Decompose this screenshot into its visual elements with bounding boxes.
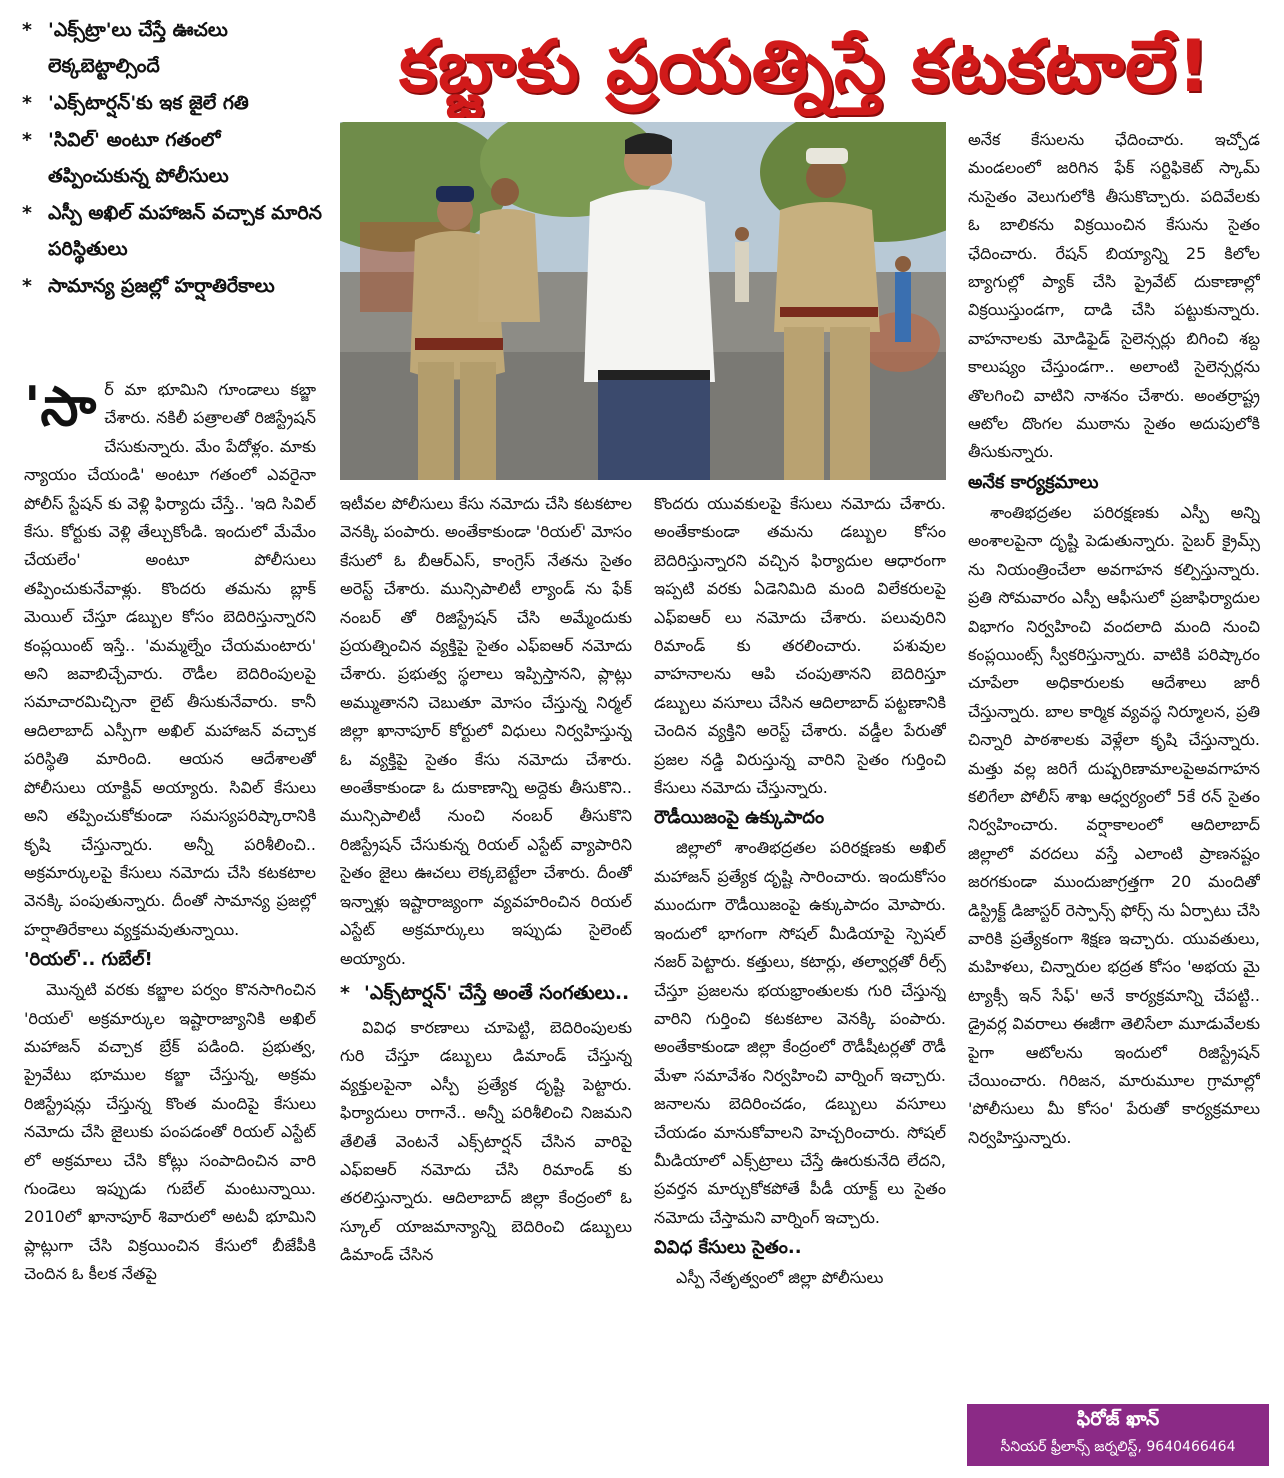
subhead-various-cases: వివిధ కేసులు సైతం.. [654, 1237, 802, 1259]
paragraph: వివిధ కారణాలు చూపెట్టి, బెదిరింపులకు గురి చేస్తూ డబ్బులు డిమాండ్ చేస్తున్న వ్యక్తులపైనా ఎస్పీ ప్రత్యేక దృష్టి పెట్టారు. ఫిర్యాదులు రాగానే.. అన్నీ పరిశీలించి నిజమని తేలితే వెంటనే ఎక్స్‌టార్షన్ చేసిన వారిపై ఎఫ్ఐఆర్ నమోదు చేసి రిమాండ్ కు తరలిస్తున్నారు. ఆదిలాబాద్ జిల్లా కేంద్రంలో ఓ స్కూల్ యాజమాన్యాన్ని బెదిరించి డబ్బులు డిమాండ్ చేసిన [340, 1017, 632, 1265]
highlight-bullet [22, 195, 322, 267]
highlight-bullet [22, 85, 322, 121]
subhead-extortion [340, 977, 632, 1010]
article-column-1 [24, 376, 316, 1470]
bullet-text: 'సివిల్' అంటూ గతంలో తప్పించుకున్న పోలీసులు [48, 129, 229, 187]
news-photo [340, 122, 946, 480]
bullet-star-icon: * [22, 129, 32, 151]
paragraph: ఎస్పీ నేతృత్వంలో జిల్లా పోలీసులు [676, 1268, 884, 1288]
author-description: సీనియర్ ఫ్రీలాన్స్ జర్నలిస్ట్, 9640466464 [1000, 1439, 1236, 1455]
article-column-4 [968, 126, 1260, 1398]
paragraph: శాంతిభద్రతల పరిరక్షణకు ఎస్పీ అన్ని అంశాలపైనా దృష్టి పెడుతున్నారు. సైబర్ క్రైమ్స్ ను నియంత్రించేలా అవగాహన కల్పిస్తున్నారు. ప్రతి సోమవారం ఎస్పీ ఆఫీసులో ప్రజాఫిర్యాదుల విభాగం నిర్వహించి వందలాది మంది నుంచి కంప్లయింట్స్ స్వీకరిస్తున్నారు. వాటికి పరిష్కారం చూపేలా అధికారులకు ఆదేశాలు జారీ చేస్తున్నారు. బాల కార్మిక వ్యవస్థ నిర్మూలన, ప్రతి చిన్నారి పాఠశాలకు వెళ్లేలా కృషి చేస్తున్నారు. మత్తు వల్ల జరిగే దుష్పరిణామాలపైఅవగాహన కలిగేలా పోలీస్ శాఖ ఆధ్వర్యంలో 5కే రన్ సైతం నిర్వహించారు. వర్షాకాలంలో ఆదిలాబాద్ జిల్లాలో వరదలు వస్తే ఎలాంటి ప్రాణనష్టం జరగకుండా ముందుజాగ్రత్తగా 20 మందితో డిస్ట్రిక్ట్ డిజాస్టర్ రెస్పాన్స్ ఫోర్స్ ను ఏర్పాటు చేసి వారికి ప్రత్యేకంగా శిక్షణ ఇచ్చారు. యువతులు, మహిళలు, చిన్నారుల భద్రత కోసం 'అభయ మై ట్యాక్సీ ఇన్ సేఫ్' అనే కార్యక్రమాన్ని చేపట్టి.. డ్రైవర్ల వివరాలు ఈజీగా తెలిసేలా మూడువేలకు పైగా ఆటోలను ఇందులో రిజిస్ట్రేషన్ చేయించారు. గిరిజన, మారుమూల గ్రామాల్లో 'పోలీసులు మీ కోసం' పేరుతో కార్యక్రమాలు నిర్వహిస్తున్నారు. [968, 502, 1260, 1147]
bullet-text: 'ఎక్స్‌ట్రా'లు చేస్తే ఊచలు లెక్కబెట్టాల్సిందే [48, 19, 228, 77]
bullet-star-icon: * [22, 19, 32, 41]
bullet-text: సామాన్య ప్రజల్లో హర్షాతిరేకాలు [48, 275, 275, 297]
article-column-3 [654, 490, 946, 1470]
subhead-rowdyism: రౌడీయిజంపై ఉక్కుపాదం [654, 807, 825, 829]
byline-box [967, 1404, 1269, 1466]
intro-text: ర్ మా భూమిని గూండాలు కబ్జా చేశారు. నకిలీ పత్రాలతో రిజిస్ట్రేషన్ చేసుకున్నారు. మేం పేదోళ్లం. మాకు న్యాయం చేయండి' అంటూ గతంలో ఎవరైనా పోలీస్ స్టేషన్ కు వెళ్లి ఫిర్యాదు చేస్తే.. 'ఇది సివిల్ కేసు. కోర్టుకు వెళ్లి తేల్చుకోండి. ఇందులో మేమేం చేయలేం' అంటూ పోలీసులు తప్పించుకునేవాళ్లు. కొందరు తమను బ్లాక్ మెయిల్ చేస్తూ డబ్బుల కోసం బెదిరిస్తున్నారని కంప్లయింట్ ఇస్తే.. 'మమ్మల్నేం చేయమంటారు' అని జవాబిచ్చేవారు. రౌడీల బెదిరింపులపై సమాచారమిచ్చినా లైట్ తీసుకునేవారు. కానీ ఆదిలాబాద్ ఎస్పీగా అఖిల్ మహాజన్ వచ్చాక పరిస్థితి మారింది. ఆయన ఆదేశాలతో పోలీసులు యాక్టివ్ అయ్యారు. సివిల్ కేసులు అని తప్పించుకోకుండా సమస్యపరిష్కారానికి కృషి చేస్తున్నారు. అన్నీ పరిశీలించి.. అక్రమార్కులపై కేసులు నమోదు చేసి కటకటాల వెనక్కి పంపుతున్నారు. దీంతో సామాన్య ప్రజల్లో హర్షాతిరేకాలు వ్యక్తమవుతున్నాయి. [24, 380, 316, 939]
highlight-bullet [22, 122, 322, 194]
subhead-text: 'ఎక్స్‌టార్షన్' చేస్తే అంతే సంగతులు.. [364, 981, 630, 1004]
intro-paragraph [24, 376, 316, 944]
bullet-star-icon: * [22, 202, 32, 224]
paragraph: మొన్నటి వరకు కబ్జాల పర్వం కొనసాగించిన 'రియల్' అక్రమార్కుల ఇష్టారాజ్యానికి అఖిల్ మహాజన్ వచ్చాక బ్రేక్ పడింది. ప్రభుత్వ, ప్రైవేటు భూముల కబ్జా చేస్తున్న, అక్రమ రిజిస్ట్రేషన్లు చేస్తున్న కొంత మందిపై కేసులు నమోదు చేసి జైలుకు పంపడంతో రియల్ ఎస్టేట్ లో అక్రమాలు చేసి కోట్లు సంపాదించిన వారి గుండెలు ఇప్పుడు గుబేల్ మంటున్నాయి. 2010లో ఖానాపూర్ శివారులో అటవీ భూమిని ప్లాట్లుగా చేసి విక్రయించిన కేసులో బీజేపీకి చెందిన ఓ కీలక నేతపై [24, 980, 316, 1284]
bullet-star-icon: * [340, 981, 350, 1004]
paragraph: కొందరు యువకులపై కేసులు నమోదు చేశారు. అంతేకాకుండా తమను డబ్బుల కోసం బెదిరిస్తున్నారని వచ్చిన ఫిర్యాదుల ఆధారంగా ఇప్పటి వరకు ఏడెనిమిది మంది విలేకరులపై ఎఫ్ఐఆర్ లు నమోదు చేశారు. పలువురిని రిమాండ్ కు తరలించారు. పశువుల వాహనాలను ఆపి చంపుతానని బెదిరిస్తూ డబ్బులు వసూలు చేసిన ఆదిలాబాద్ పట్టణానికి చెందిన వ్యక్తిని అరెస్ట్ చేశారు. వడ్డీల పేరుతో ప్రజల నడ్డి విరుస్తున్న వారిని సైతం గుర్తించి కేసులు నమోదు చేస్తున్నారు. [654, 494, 946, 798]
article-column-2 [340, 490, 632, 1470]
paragraph: ఇటీవల పోలీసులు కేసు నమోదు చేసి కటకటాల వెనక్కి పంపారు. అంతేకాకుండా 'రియల్' మోసం కేసులో ఓ బీఆర్ఎస్, కాంగ్రెస్ నేతను సైతం అరెస్ట్ చేశారు. మున్సిపాలిటీ ల్యాండ్ ను ఫేక్ నంబర్ తో రిజిస్ట్రేషన్ చేసి అమ్మేందుకు ప్రయత్నించిన వ్యక్తిపై సైతం ఎఫ్ఐఆర్ నమోదు చేశారు. ప్రభుత్వ స్థలాలు ఇప్పిస్తానని, ప్లాట్లు అమ్ముతానని చెబుతూ మోసం చేస్తున్న నిర్మల్ జిల్లా ఖానాపూర్ కోర్టులో విధులు నిర్వహిస్తున్న ఓ వ్యక్తిపై సైతం కేసు నమోదు చేశారు. అంతేకాకుండా ఓ దుకాణాన్ని అద్దెకు తీసుకొని.. మున్సిపాలిటీ నుంచి నంబర్ తీసుకొని రిజిస్ట్రేషన్ చేసుకున్న రియల్ ఎస్టేట్ వ్యాపారిని సైతం జైలు ఊచలు లెక్కబెట్టేలా చేశారు. దీంతో ఇన్నాళ్లు ఇష్టారాజ్యంగా వ్యవహరించిన రియల్ ఎస్టేట్ అక్రమార్కులు ఇప్పుడు సైలెంట్ అయ్యారు. [340, 494, 632, 968]
bullet-star-icon: * [22, 92, 32, 114]
paragraph: అనేక కేసులను ఛేదించారు. ఇచ్చోడ మండలంలో జరిగిన ఫేక్ సర్టిఫికెట్ స్కామ్ నుసైతం వెలుగులోకి తీసుకొచ్చారు. పదివేలకు ఓ బాలికను విక్రయించిన కేసును సైతం ఛేదించారు. రేషన్ బియ్యాన్ని 25 కిలోల బ్యాగుల్లో ప్యాక్ చేసి ప్రైవేట్ దుకాణాల్లో విక్రయిస్తుండగా, దాడి చేసి పట్టుకున్నారు. వాహనాలకు మోడిఫైడ్ సైలెన్సర్లు బిగించి శబ్ద కాలుష్యం చేస్తుండగా.. అలాంటి సైలెన్సర్లను తొలగించి వాటిని నాశనం చేశారు. అంతర్రాష్ట్ర ఆటోల దొంగల ముఠాను సైతం అదుపులోకి తీసుకున్నారు. [968, 130, 1260, 462]
dropcap: 'సా [24, 376, 97, 438]
paragraph: జిల్లాలో శాంతిభద్రతల పరిరక్షణకు అఖిల్ మహాజన్ ప్రత్యేక దృష్టి సారించారు. ఇందుకోసం ముందుగా రౌడీయిజంపై ఉక్కుపాదం మోపారు. ఇందులో భాగంగా సోషల్ మీడియాపై స్పెషల్ నజర్ పెట్టారు. కత్తులు, కటార్లు, తల్వార్లతో రీల్స్ చేస్తూ ప్రజలను భయభ్రాంతులకు గురి చేస్తున్న వారిని గుర్తించి కటకటాల వెనక్కి పంపారు. అంతేకాకుండా జిల్లా కేంద్రంలో రౌడీషీటర్లతో రౌడీ మేళా సమావేశం నిర్వహించి వార్నింగ్ ఇచ్చారు. జనాలను బెదిరించడం, డబ్బులు వసూలు చేయడం మానుకోవాలని హెచ్చరించారు. సోషల్ మీడియాలో ఎక్స్‌ట్రాలు చేస్తే ఊరుకునేది లేదని, ప్రవర్తన మార్చుకోకపోతే పీడీ యాక్ట్ లు సైతం నమోదు చేస్తామని వార్నింగ్ ఇచ్చారు. [654, 838, 946, 1227]
subhead-real: 'రియల్'.. గుబేల్! [24, 949, 153, 971]
highlight-bullet [22, 12, 322, 84]
author-name: ఫిరోజ్ ఖాన్ [1076, 1408, 1160, 1430]
highlight-bullets [22, 12, 322, 305]
bullet-text: 'ఎక్స్‌టార్షన్'కు ఇక జైలే గతి [48, 92, 249, 114]
subhead-programs: అనేక కార్యక్రమాలు [968, 471, 1099, 493]
highlight-bullet [22, 268, 322, 304]
bullet-text: ఎస్పీ అఖిల్ మహాజన్ వచ్చాక మారిన పరిస్థితులు [48, 202, 322, 260]
headline: కబ్జాకు ప్రయత్నిస్తే కటకటాలే! [399, 24, 1211, 108]
bullet-star-icon: * [22, 275, 32, 297]
